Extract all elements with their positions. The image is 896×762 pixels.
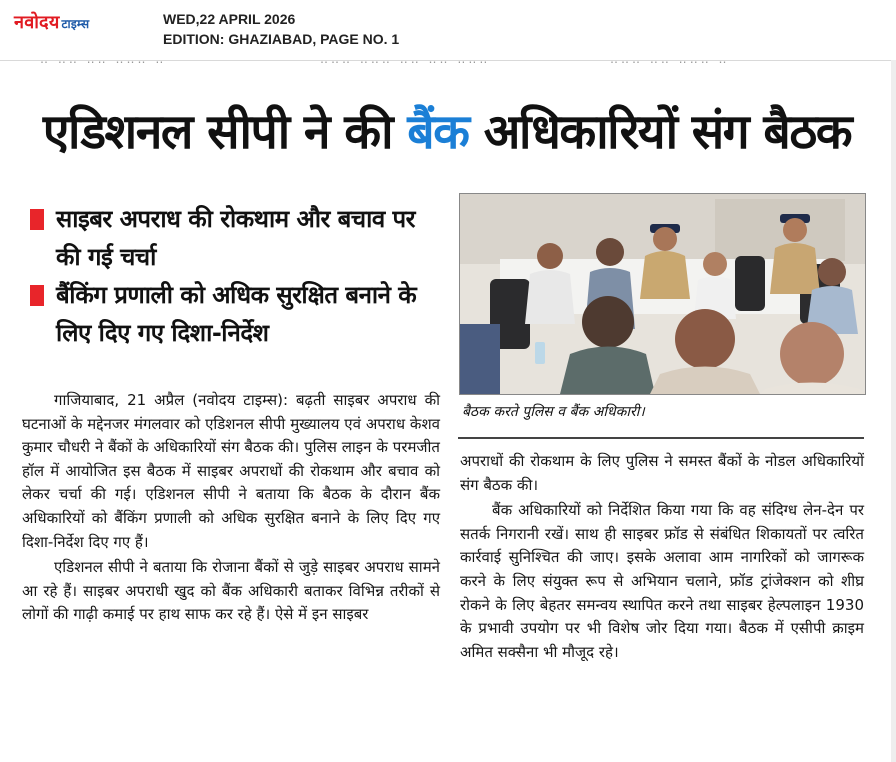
- headline-highlight: बैंक: [407, 104, 469, 160]
- article-headline: [22, 100, 872, 164]
- body-paragraph: गाजियाबाद, 21 अप्रैल (नवोदय टाइम्स): बढ़ती साइबर अपराध की घटनाओं के मद्देनजर मंगलवार को एडिशनल सीपी मुख्यालय एवं अपराध केशव कुमार चौधरी ने बैंकों के अधिकारियों संग बैठक की। पुलिस लाइन के परमजीत हॉल में आयोजित इस बैठक में साइबर अपराधों की रोकथाम और बचाव को लेकर चर्चा की गई। एडिशनल सीपी ने बताया कि बैठक के दौरान बैंक अधिकारियों को बैंकिंग प्रणाली को अधिक सुरक्षित बनाने के लिए दिए गए दिशा-निर्देश दिए गए हैं।: [22, 391, 440, 551]
- body-paragraph: बैंक अधिकारियों को निर्देशित किया गया कि वह संदिग्ध लेन-देन पर सतर्क निगरानी रखें। साथ ही साइबर फ्रॉड से संबंधित शिकायतों पर त्वरित कार्रवाई सुनिश्चित की जाए। इसके अलावा आम नागरिकों को जागरूक करने के लिए संयुक्त रूप से अभियान चलाने, फ्रॉड ट्रांजेक्शन को शीघ्र रोकने के लिए बेहतर समन्वय स्थापित करने तथा साइबर हेल्पलाइन 1930 के प्रभावी उपयोग पर भी विशेष जोर दिया गया। बैठक में एसीपी क्राइम अमित सक्सैना भी मौजूद रहे।: [460, 501, 864, 661]
- edition-info: [163, 9, 399, 49]
- headline-part-1: एडिशनल सीपी ने की: [42, 104, 393, 160]
- subheading-text: बैंकिंग प्रणाली को अधिक सुरक्षित बनाने के लिए दिए गए दिशा-निर्देश: [56, 281, 417, 347]
- article-column-1: [22, 389, 440, 627]
- logo-sub: टाइम्स: [61, 17, 90, 31]
- navodaya-times-logo[interactable]: [14, 10, 89, 34]
- article-column-2: [460, 450, 864, 664]
- body-paragraph: अपराधों की रोकथाम के लिए पुलिस ने समस्त बैंकों के नोडल अधिकारियों संग बैठक की।: [460, 452, 864, 494]
- subheading-text: साइबर अपराध की रोकथाम और बचाव पर की गई चर्चा: [56, 205, 415, 271]
- headline-part-2: अधिकारियों संग बैठक: [483, 104, 852, 160]
- subheading-1: [30, 200, 440, 276]
- body-paragraph: एडिशनल सीपी ने बताया कि रोजाना बैंकों से जुड़े साइबर अपराध सामने आ रहे हैं। साइबर अपराधी खुद को बैंक अधिकारी बताकर विभिन्न तरीकों से लोगों की गाढ़ी कमाई पर हाथ साफ कर रहे हैं। ऐसे में इन साइबर: [22, 558, 440, 624]
- edition-page: EDITION: GHAZIABAD, PAGE NO. 1: [163, 31, 400, 47]
- column-divider: [458, 437, 864, 439]
- logo-text: नवोदय: [14, 12, 60, 33]
- page-edge-shadow: [891, 60, 896, 762]
- meeting-photo-illustration: [460, 194, 865, 394]
- publish-date: WED,22 APRIL 2026: [163, 11, 296, 27]
- red-square-bullet-icon: [30, 285, 44, 306]
- meeting-photo: [459, 193, 866, 395]
- subheadings: [30, 200, 440, 352]
- photo-caption: बैठक करते पुलिस व बैंक अधिकारी।: [462, 404, 645, 420]
- previous-article-cutoff: ‥ ‥‥ ‥‥ ‥‥‥ ‥ ‥‥‥ ‥‥‥ ‥‥ ‥‥ ‥‥‥ ‥‥‥ ‥‥ ‥‥‥ ‥: [40, 52, 730, 66]
- red-square-bullet-icon: [30, 209, 44, 230]
- subheading-2: [30, 276, 440, 352]
